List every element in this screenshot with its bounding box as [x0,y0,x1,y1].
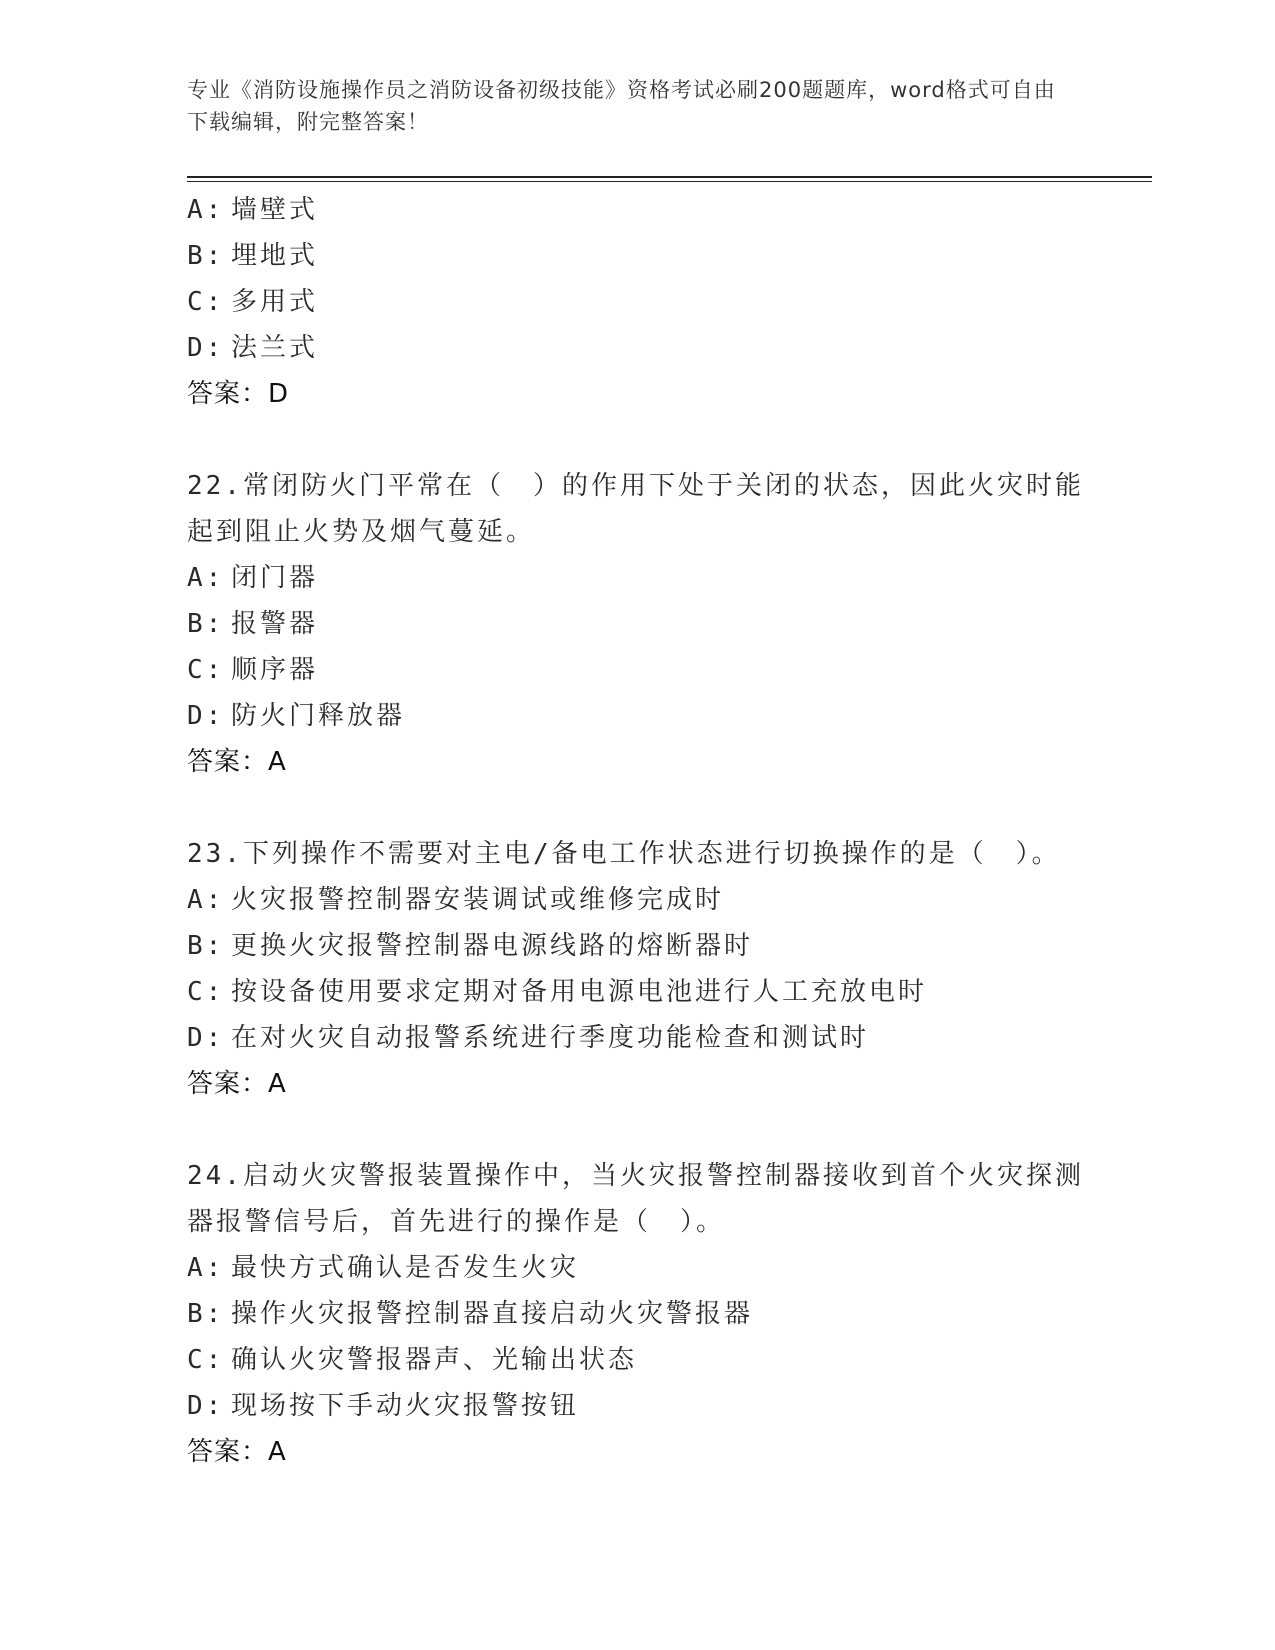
option-c: C: 按设备使用要求定期对备用电源电池进行人工充放电时 [187,977,928,1007]
question-block-23 [187,831,1087,1107]
option-c: C: 顺序器 [187,655,319,685]
question-text: 24.启动火灾警报装置操作中，当火灾报警控制器接收到首个火灾探测器报警信号后，首先进行的操作是（ ）。 [187,1161,1084,1237]
header-divider-thick [187,176,1152,178]
question-list [187,187,1087,1521]
option-a: A: 墙壁式 [187,195,319,225]
answer-line: 答案：D [187,379,290,409]
answer-line: 答案：A [187,747,287,777]
option-b: B: 报警器 [187,609,319,639]
option-d: D: 在对火灾自动报警系统进行季度功能检查和测试时 [187,1023,870,1053]
option-a: A: 闭门器 [187,563,319,593]
question-block-21 [187,187,1087,417]
option-b: B: 更换火灾报警控制器电源线路的熔断器时 [187,931,754,961]
option-d: D: 防火门释放器 [187,701,406,731]
question-text: 23.下列操作不需要对主电/备电工作状态进行切换操作的是（ ）。 [187,839,1061,869]
answer-line: 答案：A [187,1069,287,1099]
option-a: A: 火灾报警控制器安装调试或维修完成时 [187,885,725,915]
option-c: C: 确认火灾警报器声、光输出状态 [187,1345,638,1375]
option-d: D: 法兰式 [187,333,319,363]
question-block-22 [187,463,1087,785]
option-d: D: 现场按下手动火灾报警按钮 [187,1391,580,1421]
header-divider-thin [187,181,1152,182]
document-header: 专业《消防设施操作员之消防设备初级技能》资格考试必刷200题题库，word格式可自由下载编辑，附完整答案！ [187,78,1056,134]
question-block-24 [187,1153,1087,1475]
question-text: 22.常闭防火门平常在（ ）的作用下处于关闭的状态，因此火灾时能起到阻止火势及烟气蔓延。 [187,471,1084,547]
option-a: A: 最快方式确认是否发生火灾 [187,1253,580,1283]
answer-line: 答案：A [187,1437,287,1467]
option-b: B: 埋地式 [187,241,319,271]
option-c: C: 多用式 [187,287,319,317]
option-b: B: 操作火灾报警控制器直接启动火灾警报器 [187,1299,754,1329]
